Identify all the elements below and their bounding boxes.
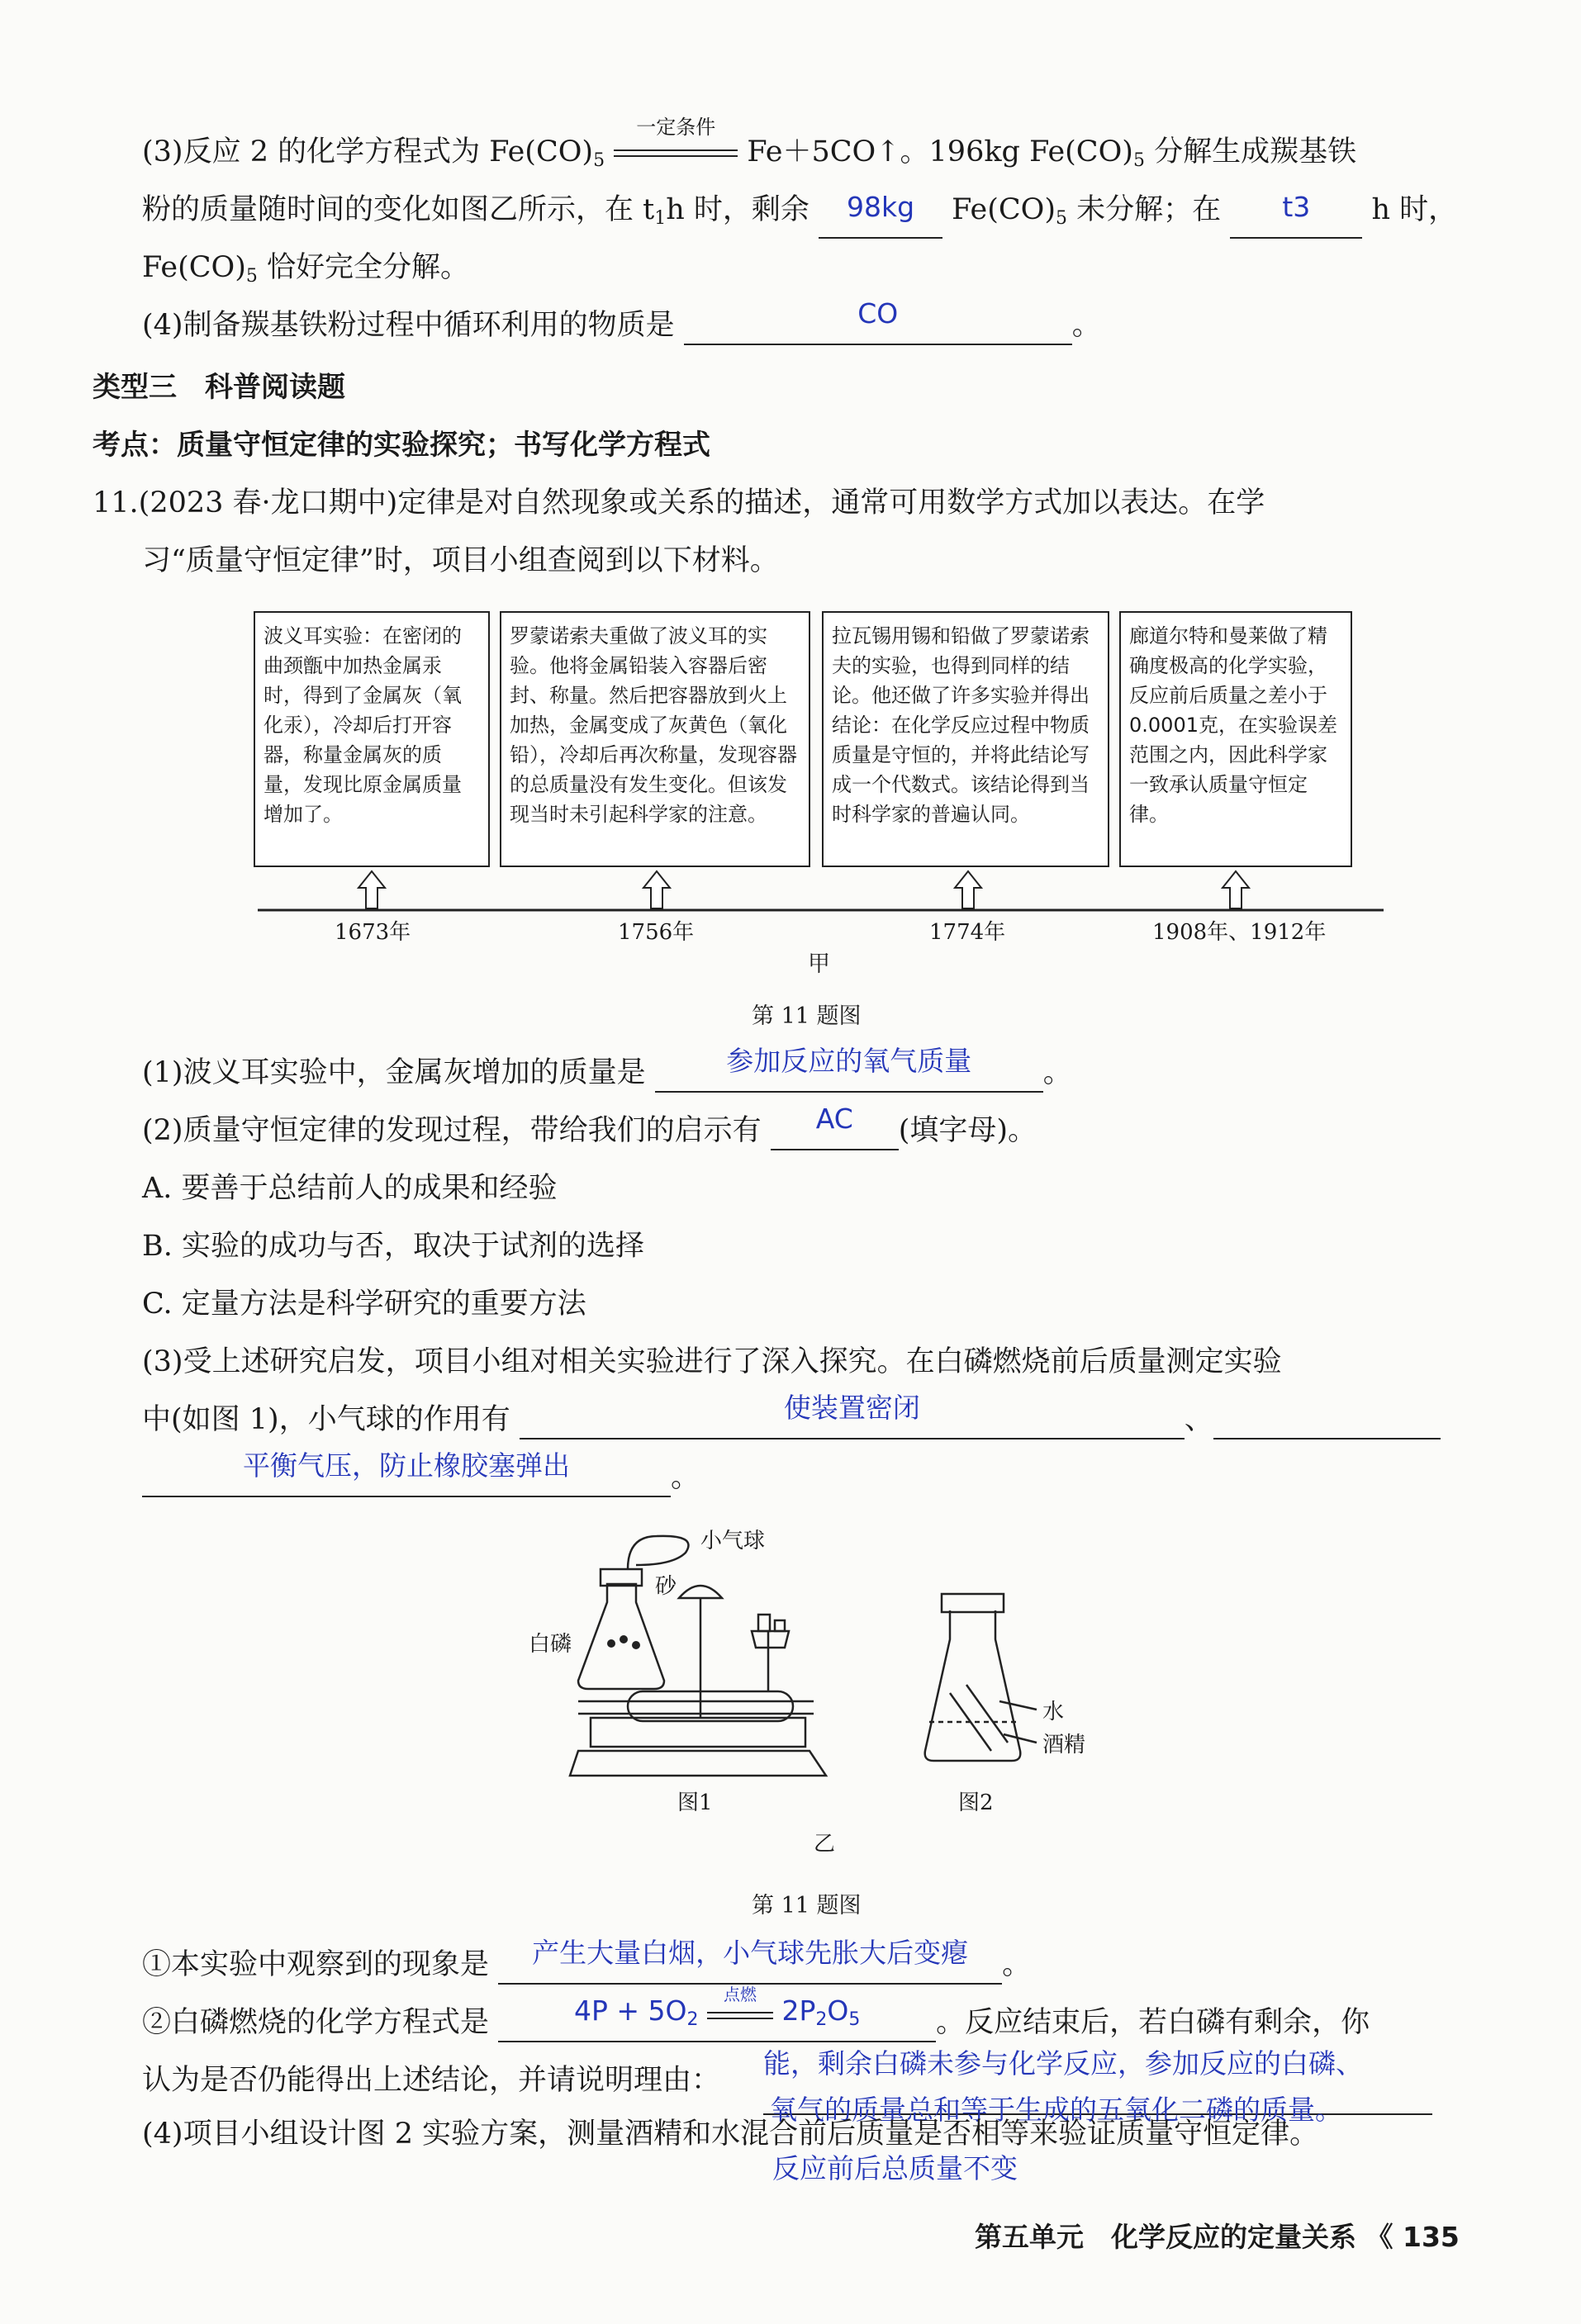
figure-caption-2: 第 11 题图 xyxy=(752,1893,862,1918)
timeline-box-lomonosov: 罗蒙诺索夫重做了波义耳的实验。他将金属铅装入容器后密封、称量。然后把容器放到火上加热，金属变成了灰黄色（氧化铅），冷却后再次称量，发现容器的总质量没有发生变化。但该发现当时未引起科学家的注意。 xyxy=(500,611,810,867)
answer-blank[interactable]: 使装置密闭 xyxy=(520,1400,1185,1439)
figure-jia-label: 甲 xyxy=(808,951,830,977)
q11-c1: ①本实验中观察到的现象是 产生大量白烟，小气球先胀大后变瘪 。 xyxy=(142,1945,1031,1985)
answer-blank[interactable]: CO xyxy=(684,306,1072,345)
label-water: 水 xyxy=(1042,1700,1065,1724)
q11-sub1: (1)波义耳实验中，金属灰增加的质量是 参加反应的氧气质量 。 xyxy=(142,1053,1072,1093)
label-yi: 乙 xyxy=(814,1832,836,1857)
label-alcohol: 酒精 xyxy=(1042,1733,1086,1757)
year-label: 1756年 xyxy=(618,920,695,945)
answer-blank[interactable]: 产生大量白烟，小气球先胀大后变瘪 xyxy=(498,1945,1002,1985)
answer-blank[interactable]: 参加反应的氧气质量 xyxy=(655,1053,1043,1093)
answer-text-line2: 氧气的质量总和等于生成的五氧化二磷的质量。 xyxy=(770,2094,1342,2126)
equation-answer: $4P + 5O_2$ 点燃 $2P_2O_5$ xyxy=(573,1985,861,2030)
answer-blank[interactable]: AC xyxy=(771,1111,899,1150)
q11-c2: ②白磷燃烧的化学方程式是 $4P + 5O_2$ 点燃 $2P_2O_5$ 。反应结束后，若白磷有剩余，你 xyxy=(142,2003,1370,2042)
figure1-balance xyxy=(570,1536,826,1776)
q10-part3-line1: (3)反应 2 的化学方程式为 $Fe(CO)_5$ 一定条件 Fe＋5CO↑。196kg $Fe(CO)_5$ 分解生成羰基铁 xyxy=(142,116,1357,171)
footer-unit: 第五单元 化学反应的定量关系 《 135 xyxy=(975,2221,1460,2253)
q10-part3-line2: 粉的质量随时间的变化如图乙所示，在 $t_1h$ 时，剩余 98kg $Fe(CO)_5$ 未分解；在 t3 h 时， xyxy=(142,190,1457,239)
answer-text-line1: 能，剩余白磷未参与化学反应，参加反应的白磷、 xyxy=(763,2047,1363,2080)
answer-blank[interactable]: 98kg xyxy=(819,199,942,239)
answer-text-sub4: 反应前后总质量不变 xyxy=(772,2152,1018,2184)
option-a: A. 要善于总结前人的成果和经验 xyxy=(142,1172,558,1205)
q11-sub2: (2)质量守恒定律的发现过程，带给我们的启示有 AC (填字母)。 xyxy=(142,1111,1037,1150)
q11-c3: 认为是否仍能得出上述结论，并请说明理由： 能，剩余白磷未参与化学反应，参加反应的白磷、 氧气的质量总和等于生成的五氧化二磷的质量。 xyxy=(142,2061,720,2100)
q11-sub4: (4)项目小组设计图 2 实验方案，测量酒精和水混合前后质量是否相等来验证质量守恒定律。 xyxy=(142,2118,1319,2151)
answer-blank[interactable]: 平衡气压，防止橡胶塞弹出 xyxy=(142,1458,671,1497)
q11-sub3-line3: 平衡气压，防止橡胶塞弹出 。 xyxy=(142,1458,700,1497)
timeline-box-landolt: 廊道尔特和曼莱做了精确度极高的化学实验，反应前后质量之差小于0.0001克，在实验误差范围之内，因此科学家一致承认质量守恒定律。 xyxy=(1119,611,1352,867)
q11-stem-line2: 习“质量守恒定律”时，项目小组查阅到以下材料。 xyxy=(142,544,779,577)
answer-blank[interactable]: t3 xyxy=(1230,199,1362,239)
timeline-box-lavoisier: 拉瓦锡用锡和铅做了罗蒙诺索夫的实验，也得到同样的结论。他还做了许多实验并得出结论：在化学反应过程中物质质量是守恒的，并将此结论写成一个代数式。该结论得到当时科学家的普遍认同。 xyxy=(822,611,1109,867)
year-label: 1908年、1912年 xyxy=(1152,920,1327,945)
q11-sub3-line1: (3)受上述研究启发，项目小组对相关实验进行了深入探究。在白磷燃烧前后质量测定实验 xyxy=(142,1345,1282,1378)
page-number: 135 xyxy=(1403,2221,1460,2253)
label-fig1: 图1 xyxy=(677,1790,713,1815)
q11-stem-line1: 11.(2023 春·龙口期中)定律是对自然现象或关系的描述，通常可用数学方式加以表达。在学 xyxy=(93,486,1265,519)
section-type: 类型三 科普阅读题 xyxy=(93,371,345,404)
section-point: 考点：质量守恒定律的实验探究；书写化学方程式 xyxy=(93,429,710,462)
label-balloon: 小气球 xyxy=(700,1529,766,1553)
answer-blank[interactable] xyxy=(498,1985,936,2042)
condition-arrow: 一定条件 xyxy=(614,132,738,172)
label-sand: 砂 xyxy=(655,1574,677,1599)
label-phosphorus: 白磷 xyxy=(529,1632,572,1657)
option-b: B. 实验的成功与否，取决于试剂的选择 xyxy=(142,1230,644,1263)
figure-caption: 第 11 题图 xyxy=(752,1003,862,1029)
year-label: 1774年 xyxy=(929,920,1006,945)
option-c: C. 定量方法是科学研究的重要方法 xyxy=(142,1288,586,1321)
q11-sub3-line2: 中(如图 1)，小气球的作用有 使装置密闭 、 xyxy=(142,1400,1441,1439)
figure2-flask xyxy=(925,1594,1037,1761)
label-fig2: 图2 xyxy=(958,1790,994,1815)
q10-part3-line3: $Fe(CO)_5$ 恰好完全分解。 xyxy=(142,251,470,287)
year-label: 1673年 xyxy=(335,920,411,945)
timeline-box-boyle: 波义耳实验：在密闭的曲颈甑中加热金属汞时，得到了金属灰（氧化汞），冷却后打开容器，称量金属灰的质量，发现比原金属质量增加了。 xyxy=(254,611,490,867)
q10-part4: (4)制备羰基铁粉过程中循环利用的物质是 CO 。 xyxy=(142,306,1101,345)
